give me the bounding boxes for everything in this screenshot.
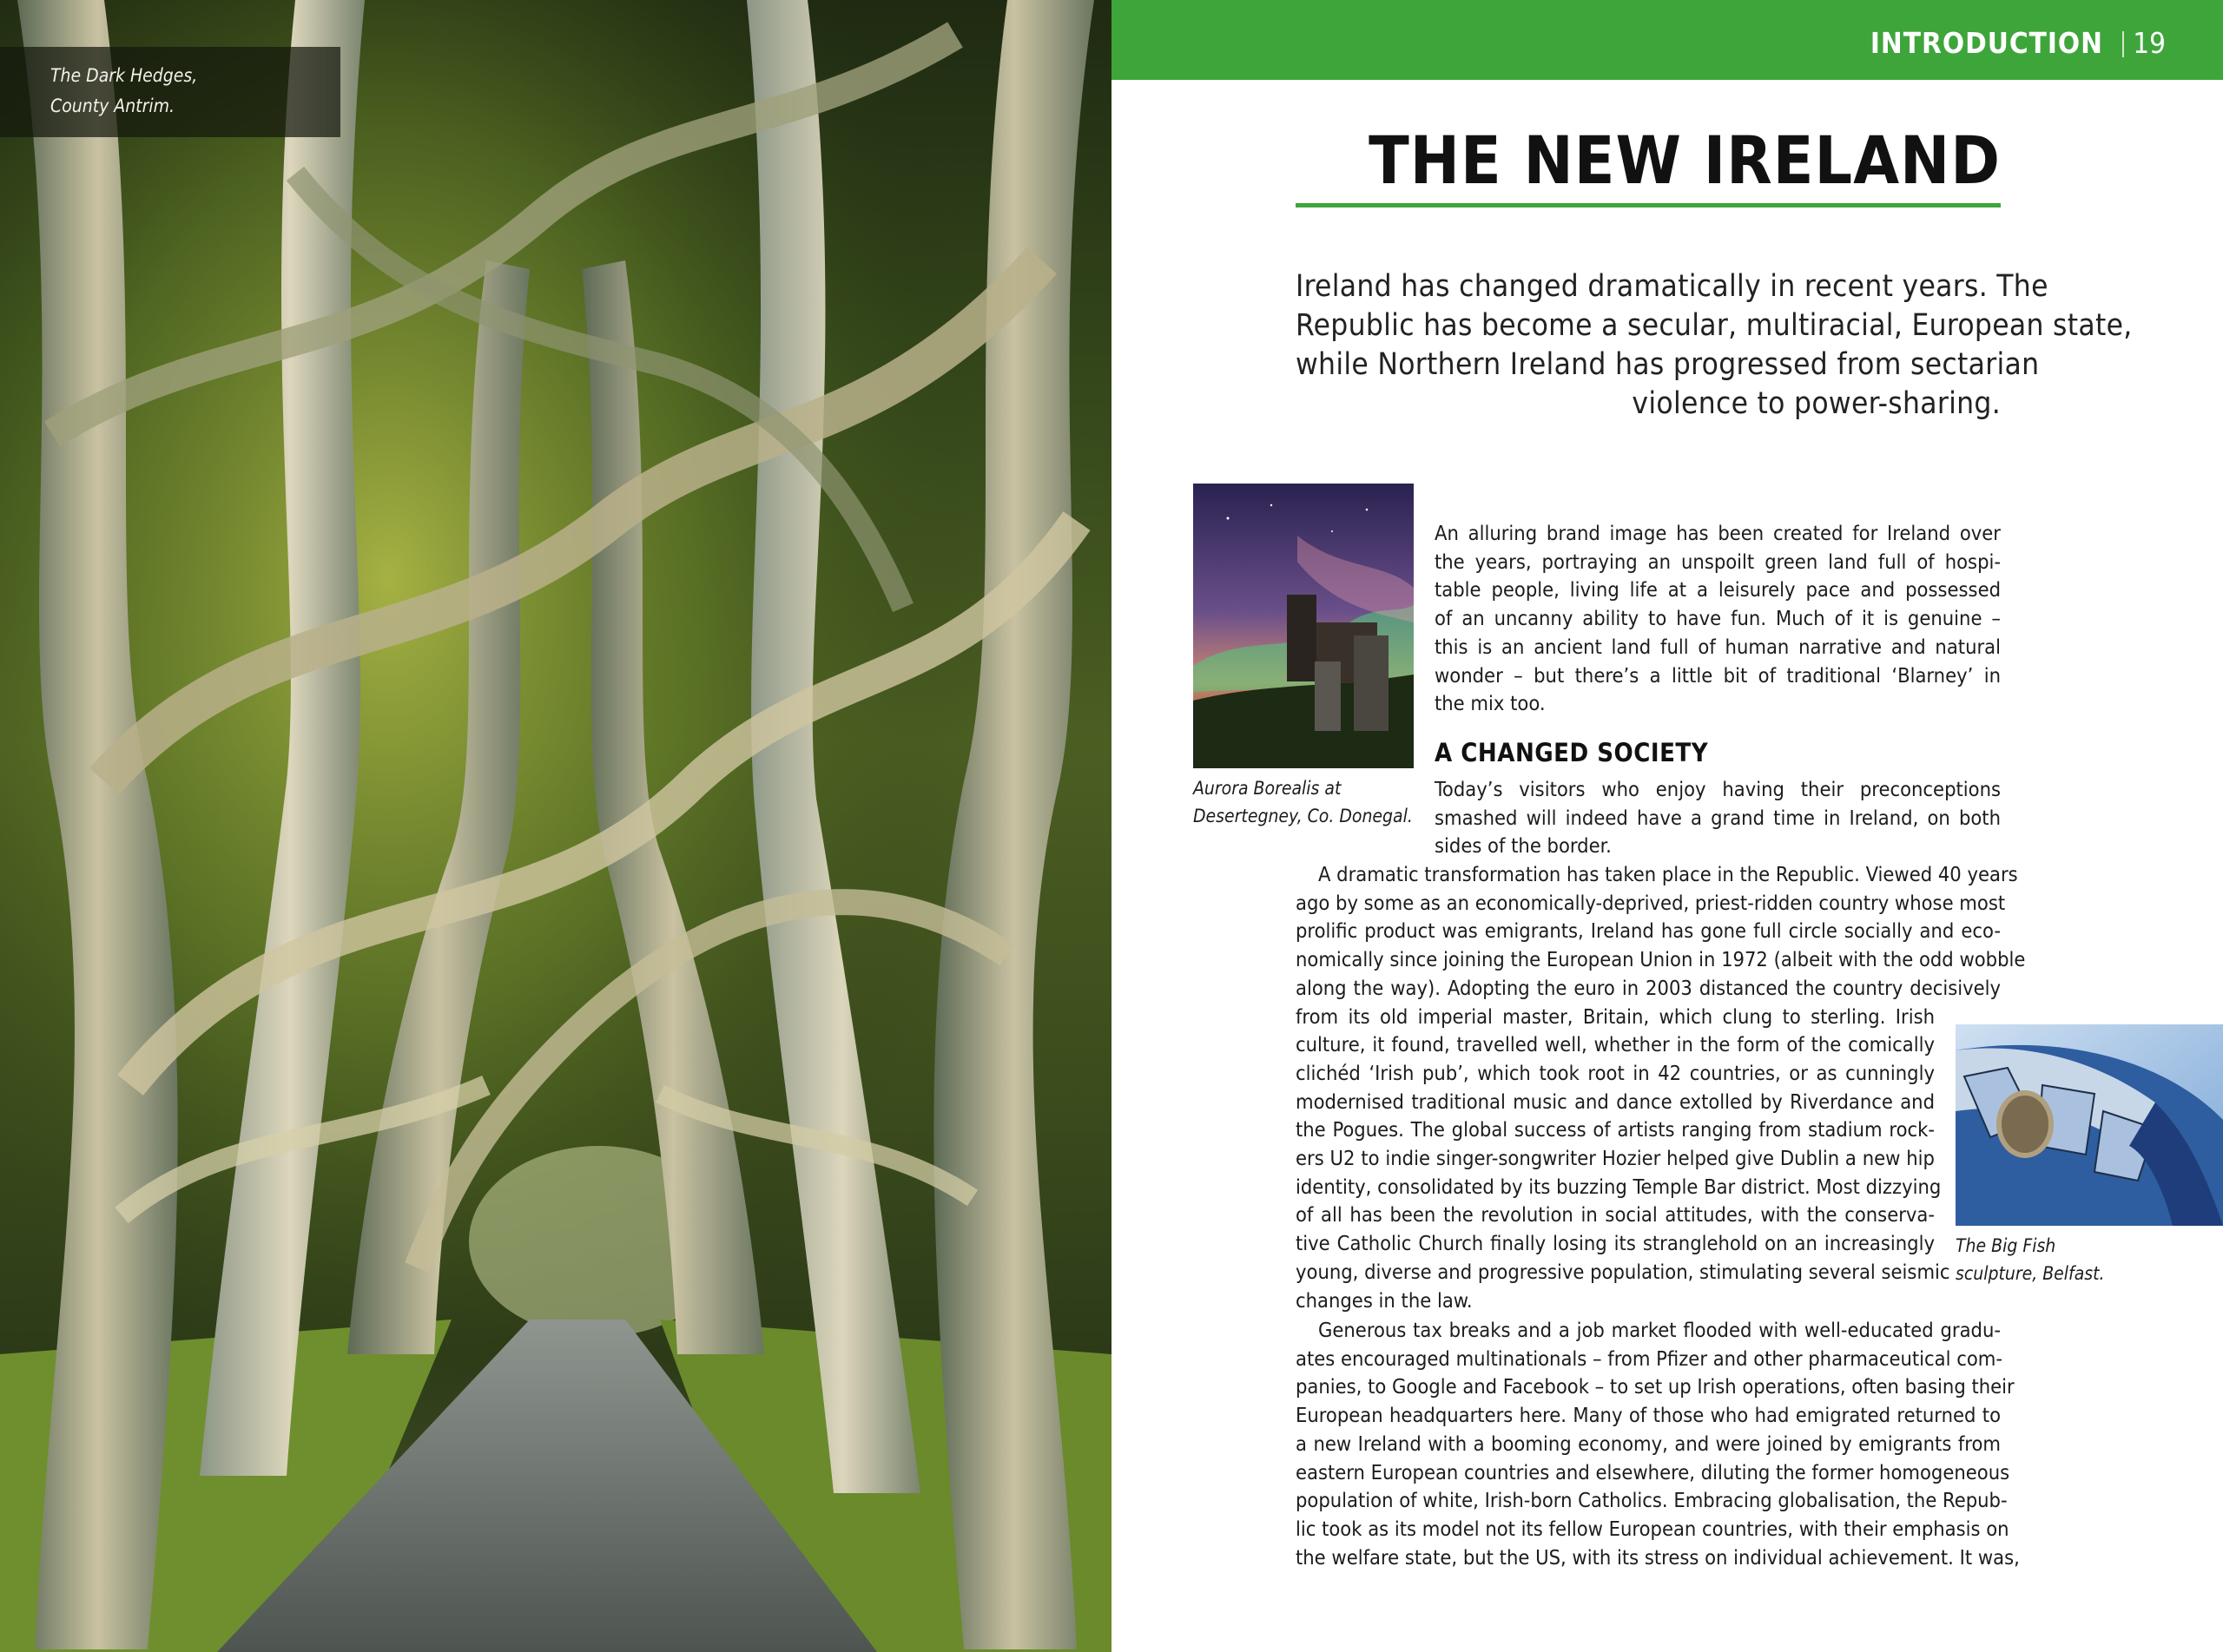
text-line: Generous tax breaks and a job market flooded with well-educated gradu- [1318, 1318, 2001, 1342]
header-divider [2122, 31, 2124, 57]
aurora-caption-line: Desertegney, Co. Donegal. [1193, 806, 1413, 826]
text-line: eastern European countries and elsewhere, diluting the former homogeneous [1296, 1459, 2010, 1484]
text-line: clichéd ‘Irish pub’, which took root in 42 countries, or as cunningly [1296, 1060, 1935, 1085]
paragraph-brand-image [1435, 519, 2001, 718]
subheading-changed-society: A CHANGED SOCIETY [1435, 738, 1709, 767]
title-rule [1296, 203, 2001, 207]
header-bar [1112, 0, 2223, 80]
text-line: identity, consolidated by its buzzing Temple Bar district. Most dizzying [1296, 1174, 1942, 1199]
fish-caption-line: The Big Fish [1956, 1235, 2056, 1256]
text-line: prolific product was emigrants, Ireland has gone full circle socially and eco- [1296, 918, 2001, 944]
text-line: along the way). Adopting the euro in 2003 distanced the country decisively [1296, 975, 2001, 1000]
text-line: culture, it found, travelled well, whether in the form of the comically [1296, 1032, 1935, 1057]
paragraph-transformation-continued [1296, 1003, 1950, 1315]
text-line: panies, to Google and Facebook – to set up Irish operations, often basing their [1296, 1374, 2015, 1399]
photo-caption-line: The Dark Hedges, [50, 65, 198, 86]
text-line: from its old imperial master, Britain, which clung to sterling. Irish [1296, 1004, 1935, 1029]
text-line: a new Ireland with a booming economy, and were joined by emigrants from [1296, 1431, 2001, 1456]
intro-line: Republic has become a secular, multiracial, European state, [1296, 308, 2133, 343]
big-fish-photo [1956, 1024, 2223, 1226]
text-line: nomically since joining the European Union in 1972 (albeit with the odd wobble [1296, 947, 2026, 972]
page-number: 19 [2133, 26, 2166, 60]
text-line: ago by some as an economically-deprived, priest-ridden country whose most [1296, 890, 2006, 915]
fish-caption-line: sculpture, Belfast. [1956, 1263, 2105, 1284]
text-line: the Pogues. The global success of artists ranging from stadium rock- [1296, 1117, 1935, 1142]
text-line: ers U2 to indie singer-songwriter Hozier helped give Dublin a new hip [1296, 1146, 1935, 1171]
text-line: the mix too. [1435, 691, 1546, 716]
aurora-caption [1193, 774, 1413, 830]
text-line: sides of the border. [1435, 833, 1612, 859]
intro-line: while Northern Ireland has progressed from sectarian [1296, 347, 2040, 382]
text-line: Today’s visitors who enjoy having their preconceptions [1435, 777, 2001, 801]
text-line: table people, living life at a leisurely pace and possessed [1435, 577, 2001, 602]
section-label: INTRODUCTION [1870, 26, 2103, 60]
text-line: wonder – but there’s a little bit of traditional ‘Blarney’ in [1435, 662, 2001, 688]
aurora-caption-line: Aurora Borealis at [1193, 778, 1342, 799]
text-line: A dramatic transformation has taken place in the Republic. Viewed 40 years [1318, 862, 2018, 886]
fish-caption [1956, 1232, 2105, 1287]
text-line: population of white, Irish-born Catholics. Embracing globalisation, the Repub- [1296, 1488, 2008, 1513]
intro-line: Ireland has changed dramatically in recent years. The [1296, 269, 2048, 304]
aurora-photo [1193, 484, 1414, 768]
big-fish-illustration [1956, 1024, 2223, 1226]
page-title: THE NEW IRELAND [1369, 122, 2001, 199]
text-line: modernised traditional music and dance extolled by Riverdance and [1296, 1089, 1935, 1114]
text-line: An alluring brand image has been created for Ireland over [1435, 521, 2001, 545]
aurora-illustration [1193, 484, 1414, 768]
photo-caption [0, 47, 340, 137]
paragraph-transformation [1296, 860, 2026, 1003]
text-line: of an uncanny ability to have fun. Much of it is genuine – [1435, 606, 2001, 631]
text-line: of all has been the revolution in social attitudes, with the conserva- [1296, 1202, 1935, 1227]
text-line: tive Catholic Church finally losing its stranglehold on an increasingly [1296, 1231, 1935, 1256]
text-line: smashed will indeed have a grand time in Ireland, on both [1435, 805, 2001, 830]
text-line: this is an ancient land full of human narrative and natural [1435, 634, 2001, 659]
text-line: the welfare state, but the US, with its stress on individual achievement. It was, [1296, 1544, 2020, 1570]
text-line: young, diverse and progressive population, stimulating several seismic [1296, 1259, 1950, 1284]
paragraph-visitors [1435, 775, 2001, 860]
text-line: ates encouraged multinationals – from Pfizer and other pharmaceutical com- [1296, 1346, 2002, 1371]
photo-caption-line: County Antrim. [50, 95, 175, 116]
text-line: lic took as its model not its fellow European countries, with their emphasis on [1296, 1516, 2009, 1541]
paragraph-multinationals [1296, 1316, 2020, 1571]
intro-paragraph [1296, 267, 2133, 424]
intro-line: violence to power-sharing. [1632, 386, 2001, 421]
text-line: changes in the law. [1296, 1287, 1473, 1313]
text-line: European headquarters here. Many of those who had emigrated returned to [1296, 1403, 2001, 1428]
text-line: the years, portraying an unspoilt green land full of hospi- [1435, 549, 2001, 574]
